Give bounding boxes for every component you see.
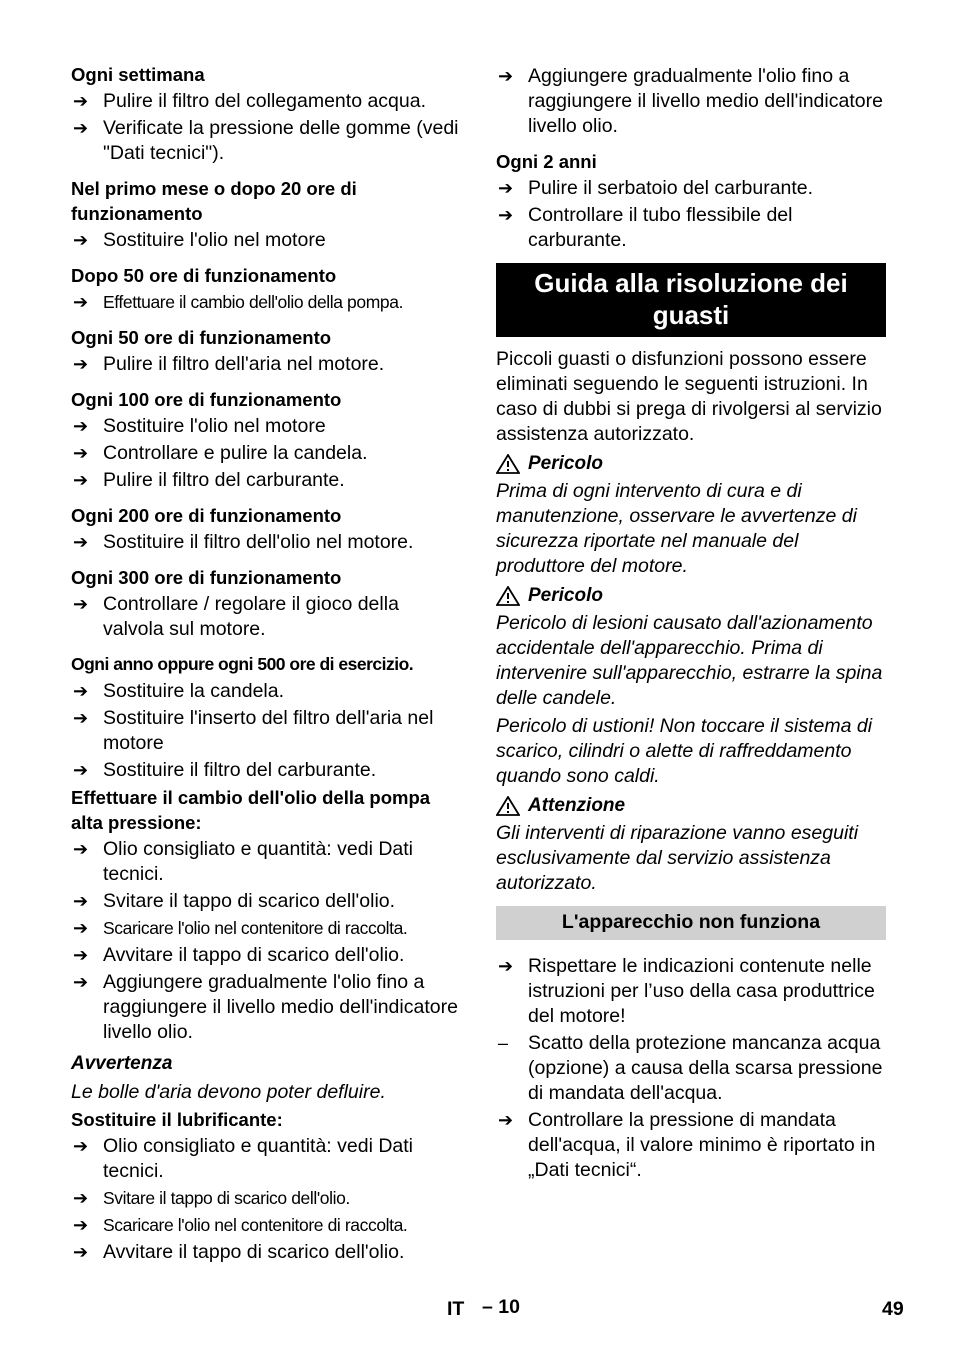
warning-text: Pericolo di lesioni causato dall'azionamento accidentale dell'apparecchio. Prima di intervenire sull'apparecchio, estrarre la spina delle candele. bbox=[496, 612, 883, 709]
list-item-text: Sostituire il filtro dell'olio nel motore. bbox=[103, 531, 414, 553]
warning-block bbox=[496, 793, 886, 896]
list-item bbox=[71, 89, 463, 114]
list-item-text: Controllare la pressione di mandata dell'acqua, il valore minimo è riportato in „Dati tecnici“. bbox=[528, 1109, 876, 1181]
list-item-text: Olio consigliato e quantità: vedi Dati tecnici. bbox=[103, 1135, 414, 1182]
list-item-text: Olio consigliato e quantità: vedi Dati tecnici. bbox=[103, 838, 414, 885]
list-item bbox=[71, 228, 463, 253]
warning-title: Pericolo bbox=[528, 453, 603, 474]
maintenance-section bbox=[71, 263, 463, 315]
section-heading: Ogni settimana bbox=[71, 64, 205, 85]
arrow-right-icon: ➔ bbox=[73, 292, 89, 312]
arrow-right-icon: ➔ bbox=[73, 416, 89, 436]
list-item-text: Controllare e pulire la candela. bbox=[103, 442, 368, 464]
arrow-right-icon: ➔ bbox=[73, 760, 89, 780]
list-item-text: Rispettare le indicazioni contenute nelle istruzioni per l’uso della casa produttrice del motore! bbox=[528, 955, 875, 1027]
list-item bbox=[71, 916, 463, 941]
footer-language: IT bbox=[447, 1298, 465, 1320]
device-not-working-banner: L'apparecchio non funziona bbox=[496, 906, 886, 940]
warning-heading bbox=[496, 793, 886, 818]
arrow-right-icon: ➔ bbox=[73, 230, 89, 250]
arrow-right-icon: ➔ bbox=[498, 205, 514, 225]
arrow-right-icon: ➔ bbox=[73, 1136, 89, 1156]
section-heading: Ogni anno oppure ogni 500 ore di esercizio. bbox=[71, 654, 414, 674]
arrow-right-icon: ➔ bbox=[498, 178, 514, 198]
list-item bbox=[71, 1134, 463, 1184]
list-item bbox=[496, 1108, 886, 1183]
warning-text: Gli interventi di riparazione vanno eseguiti esclusivamente dal servizio assistenza autorizzato. bbox=[496, 822, 859, 894]
list-item-text: Aggiungere gradualmente l'olio fino a raggiungere il livello medio dell'indicatore livello olio. bbox=[528, 65, 883, 137]
list-item bbox=[71, 706, 463, 756]
list-item bbox=[496, 1031, 886, 1106]
section-heading: Ogni 200 ore di funzionamento bbox=[71, 505, 342, 526]
list-item-text: Controllare il tubo flessibile del carburante. bbox=[528, 204, 793, 251]
arrow-right-icon: ➔ bbox=[498, 66, 514, 86]
list-item bbox=[71, 1240, 463, 1265]
arrow-right-icon: ➔ bbox=[73, 443, 89, 463]
list-item-text: Scatto della protezione mancanza acqua (opzione) a causa della scarsa pressione di mandata dell'acqua. bbox=[528, 1032, 883, 1104]
problem-items bbox=[496, 954, 886, 1183]
footer-section-number: – 10 bbox=[482, 1296, 520, 1318]
list-item bbox=[71, 592, 463, 642]
warning-block bbox=[496, 451, 886, 579]
footer-page-number: 49 bbox=[882, 1298, 904, 1320]
troubleshooting-intro: Piccoli guasti o disfunzioni possono essere eliminati seguendo le seguenti istruzioni. In caso di dubbi si prega di rivolgersi al servizio assistenza autorizzato. bbox=[496, 348, 882, 445]
section-heading: Ogni 300 ore di funzionamento bbox=[71, 567, 342, 588]
list-item-text: Verificate la pressione delle gomme (vedi "Dati tecnici"). bbox=[103, 117, 459, 164]
list-item-text: Pulire il filtro dell'aria nel motore. bbox=[103, 353, 385, 375]
left-column bbox=[71, 62, 463, 1265]
warning-triangle-icon bbox=[496, 586, 520, 606]
list-item bbox=[71, 441, 463, 466]
list-item-text: Sostituire l'inserto del filtro dell'aria nel motore bbox=[103, 707, 434, 754]
right-column bbox=[496, 62, 886, 1183]
every-2-years-items bbox=[496, 176, 886, 253]
list-item bbox=[71, 970, 463, 1045]
list-item bbox=[496, 203, 886, 253]
troubleshooting-banner: Guida alla risoluzione dei guasti bbox=[496, 263, 886, 337]
maintenance-section bbox=[71, 176, 463, 253]
arrow-right-icon: ➔ bbox=[73, 972, 89, 992]
list-item bbox=[71, 414, 463, 439]
list-item bbox=[71, 889, 463, 914]
warning-triangle-icon bbox=[496, 454, 520, 474]
maintenance-section bbox=[71, 503, 463, 555]
arrow-right-icon: ➔ bbox=[73, 354, 89, 374]
note-text: Le bolle d'aria devono poter defluire. bbox=[71, 1081, 386, 1103]
warning-title: Pericolo bbox=[528, 585, 603, 606]
list-item-text: Scaricare l'olio nel contenitore di raccolta. bbox=[103, 918, 408, 938]
list-item bbox=[496, 64, 886, 139]
arrow-right-icon: ➔ bbox=[498, 1110, 514, 1130]
section-heading: Ogni 100 ore di funzionamento bbox=[71, 389, 342, 410]
list-item-text: Avvitare il tappo di scarico dell'olio. bbox=[103, 944, 405, 966]
arrow-right-icon: ➔ bbox=[73, 91, 89, 111]
arrow-right-icon: ➔ bbox=[73, 945, 89, 965]
arrow-right-icon: ➔ bbox=[73, 118, 89, 138]
list-item bbox=[71, 468, 463, 493]
section-heading: Nel primo mese o dopo 20 ore di funzionamento bbox=[71, 178, 357, 224]
list-item-text: Aggiungere gradualmente l'olio fino a raggiungere il livello medio dell'indicatore livello olio. bbox=[103, 971, 458, 1043]
dash-icon: – bbox=[498, 1033, 509, 1053]
maintenance-section bbox=[71, 325, 463, 377]
list-item-text: Sostituire l'olio nel motore bbox=[103, 229, 326, 251]
list-item-text: Scaricare l'olio nel contenitore di raccolta. bbox=[103, 1215, 408, 1235]
list-item bbox=[71, 116, 463, 166]
section-heading-every-2-years: Ogni 2 anni bbox=[496, 151, 597, 172]
warning-text: Prima di ogni intervento di cura e di manutenzione, osservare le avvertenze di sicurezza riportate nel manuale del produttore del motore. bbox=[496, 480, 857, 577]
list-item bbox=[71, 290, 463, 315]
section-heading: Dopo 50 ore di funzionamento bbox=[71, 265, 337, 286]
list-item-text: Sostituire l'olio nel motore bbox=[103, 415, 326, 437]
arrow-right-icon: ➔ bbox=[73, 681, 89, 701]
arrow-right-icon: ➔ bbox=[73, 1188, 89, 1208]
warning-triangle-icon bbox=[496, 796, 520, 816]
arrow-right-icon: ➔ bbox=[73, 532, 89, 552]
list-item-text: Svitare il tappo di scarico dell'olio. bbox=[103, 1188, 350, 1208]
arrow-right-icon: ➔ bbox=[73, 891, 89, 911]
arrow-right-icon: ➔ bbox=[73, 470, 89, 490]
maintenance-section bbox=[71, 652, 463, 783]
arrow-right-icon: ➔ bbox=[73, 708, 89, 728]
list-item-text: Pulire il filtro del carburante. bbox=[103, 469, 345, 491]
list-item bbox=[496, 176, 886, 201]
arrow-right-icon: ➔ bbox=[498, 956, 514, 976]
list-item bbox=[71, 679, 463, 704]
list-item bbox=[71, 837, 463, 887]
arrow-right-icon: ➔ bbox=[73, 918, 89, 938]
warnings bbox=[496, 451, 886, 896]
top-items bbox=[496, 64, 886, 139]
maintenance-section bbox=[71, 785, 463, 1045]
maintenance-section bbox=[71, 1051, 463, 1105]
maintenance-section bbox=[71, 387, 463, 493]
list-item bbox=[71, 352, 463, 377]
list-item-text: Pulire il filtro del collegamento acqua. bbox=[103, 90, 427, 112]
list-item bbox=[71, 943, 463, 968]
maintenance-section bbox=[71, 565, 463, 642]
arrow-right-icon: ➔ bbox=[73, 594, 89, 614]
list-item-text: Svitare il tappo di scarico dell'olio. bbox=[103, 890, 396, 912]
list-item-text: Pulire il serbatoio del carburante. bbox=[528, 177, 814, 199]
maintenance-section bbox=[71, 1107, 463, 1265]
warning-text: Pericolo di ustioni! Non toccare il sistema di scarico, cilindri o alette di raffreddamento quando sono caldi. bbox=[496, 715, 873, 787]
section-heading: Ogni 50 ore di funzionamento bbox=[71, 327, 332, 348]
warning-title: Attenzione bbox=[528, 795, 626, 816]
arrow-right-icon: ➔ bbox=[73, 839, 89, 859]
list-item bbox=[71, 1186, 463, 1211]
maintenance-section bbox=[71, 62, 463, 166]
list-item bbox=[71, 1213, 463, 1238]
list-item bbox=[496, 954, 886, 1029]
arrow-right-icon: ➔ bbox=[73, 1242, 89, 1262]
section-heading: Effettuare il cambio dell'olio della pompa alta pressione: bbox=[71, 787, 431, 833]
list-item bbox=[71, 530, 463, 555]
warning-heading bbox=[496, 451, 886, 476]
list-item-text: Sostituire la candela. bbox=[103, 680, 285, 702]
arrow-right-icon: ➔ bbox=[73, 1215, 89, 1235]
section-heading: Sostituire il lubrificante: bbox=[71, 1109, 283, 1130]
list-item bbox=[71, 758, 463, 783]
warning-heading bbox=[496, 583, 886, 608]
list-item-text: Avvitare il tappo di scarico dell'olio. bbox=[103, 1241, 405, 1263]
list-item-text: Sostituire il filtro del carburante. bbox=[103, 759, 377, 781]
list-item-text: Controllare / regolare il gioco della valvola sul motore. bbox=[103, 593, 399, 640]
note-heading: Avvertenza bbox=[71, 1053, 173, 1074]
warning-block bbox=[496, 583, 886, 789]
list-item-text: Effettuare il cambio dell'olio della pompa. bbox=[103, 292, 404, 312]
